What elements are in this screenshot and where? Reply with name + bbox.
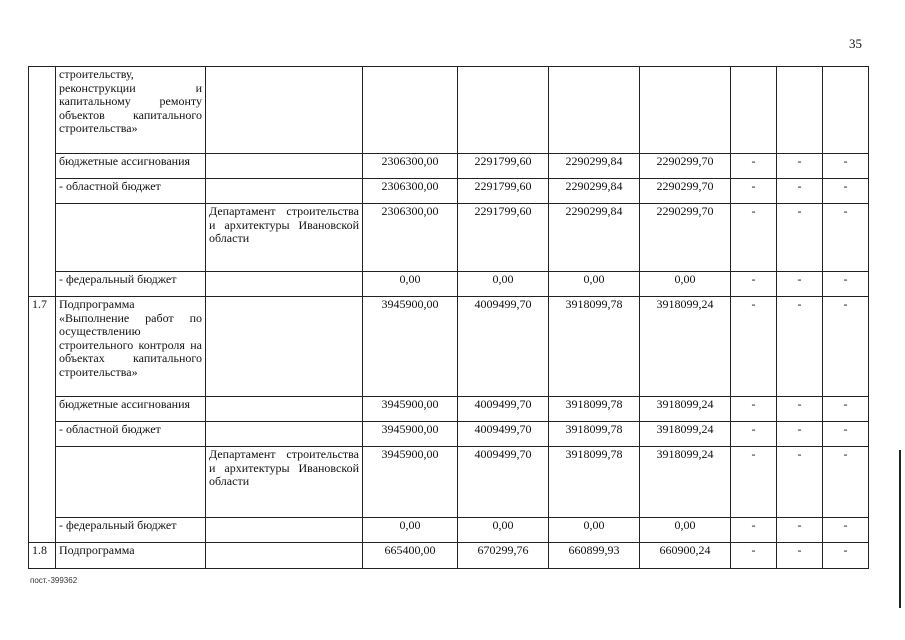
value-cell: 2291799,60 <box>458 204 549 272</box>
dash-cell: - <box>777 447 823 518</box>
value-cell: 2290299,84 <box>549 154 640 179</box>
value-cell: 2290299,70 <box>640 204 731 272</box>
table-row <box>29 518 869 543</box>
executor-cell <box>206 297 363 397</box>
value-cell: 2290299,70 <box>640 154 731 179</box>
row-name-cell: бюджетные ассигнования <box>56 154 206 179</box>
row-number-cell <box>29 67 56 297</box>
value-cell: 4009499,70 <box>458 397 549 422</box>
dash-cell <box>823 67 869 154</box>
dash-cell: - <box>777 154 823 179</box>
dash-cell: - <box>777 204 823 272</box>
executor-cell <box>206 422 363 447</box>
value-cell: 4009499,70 <box>458 297 549 397</box>
dash-cell <box>731 67 777 154</box>
dash-cell: - <box>823 204 869 272</box>
dash-cell: - <box>777 543 823 569</box>
budget-table <box>28 66 869 569</box>
dash-cell: - <box>823 518 869 543</box>
dash-cell: - <box>823 272 869 297</box>
row-name-cell: - федеральный бюджет <box>56 518 206 543</box>
value-cell: 3945900,00 <box>363 397 458 422</box>
table-row <box>29 297 869 397</box>
value-cell: 3918099,24 <box>640 422 731 447</box>
dash-cell: - <box>731 447 777 518</box>
dash-cell: - <box>823 297 869 397</box>
value-cell: 0,00 <box>458 272 549 297</box>
value-cell: 3918099,78 <box>549 422 640 447</box>
value-cell: 3945900,00 <box>363 447 458 518</box>
dash-cell: - <box>777 297 823 397</box>
value-cell: 3945900,00 <box>363 422 458 447</box>
value-cell <box>549 67 640 154</box>
executor-cell <box>206 518 363 543</box>
footer-note: пост.-399362 <box>30 576 78 585</box>
executor-cell <box>206 397 363 422</box>
table-row <box>29 272 869 297</box>
dash-cell: - <box>731 272 777 297</box>
table-row <box>29 204 869 272</box>
row-name-cell: Подпрограмма «Выполнение работ по осуществлению строительного контроля на объектах капитального строительства» <box>56 297 206 397</box>
executor-cell <box>206 154 363 179</box>
dash-cell: - <box>823 179 869 204</box>
value-cell: 4009499,70 <box>458 447 549 518</box>
value-cell: 2291799,60 <box>458 179 549 204</box>
value-cell: 3918099,78 <box>549 397 640 422</box>
dash-cell: - <box>823 447 869 518</box>
dash-cell: - <box>823 154 869 179</box>
dash-cell: - <box>777 272 823 297</box>
value-cell <box>640 67 731 154</box>
dash-cell: - <box>731 154 777 179</box>
dash-cell <box>777 67 823 154</box>
row-name-cell: строительству, реконструкции и капитальному ремонту объектов капитального строительства» <box>56 67 206 154</box>
scan-edge-mark <box>899 450 901 608</box>
table-row <box>29 447 869 518</box>
value-cell: 3918099,24 <box>640 447 731 518</box>
executor-cell: Департамент строительства и архитектуры Ивановской области <box>206 447 363 518</box>
row-name-cell <box>56 204 206 272</box>
dash-cell: - <box>777 179 823 204</box>
value-cell: 3918099,78 <box>549 297 640 397</box>
dash-cell: - <box>731 397 777 422</box>
row-name-cell: - областной бюджет <box>56 422 206 447</box>
value-cell: 665400,00 <box>363 543 458 569</box>
value-cell <box>363 67 458 154</box>
value-cell: 2306300,00 <box>363 204 458 272</box>
row-name-cell: - областной бюджет <box>56 179 206 204</box>
dash-cell: - <box>823 397 869 422</box>
table-row <box>29 179 869 204</box>
value-cell: 2306300,00 <box>363 179 458 204</box>
executor-cell: Департамент строительства и архитектуры Ивановской области <box>206 204 363 272</box>
value-cell: 4009499,70 <box>458 422 549 447</box>
value-cell: 3918099,24 <box>640 297 731 397</box>
value-cell: 0,00 <box>458 518 549 543</box>
value-cell: 3918099,24 <box>640 397 731 422</box>
dash-cell: - <box>777 518 823 543</box>
dash-cell: - <box>777 397 823 422</box>
row-name-cell: бюджетные ассигнования <box>56 397 206 422</box>
table-row <box>29 397 869 422</box>
value-cell: 2290299,84 <box>549 179 640 204</box>
dash-cell: - <box>731 204 777 272</box>
page-number: 35 <box>849 36 862 51</box>
row-name-cell: Подпрограмма <box>56 543 206 569</box>
dash-cell: - <box>731 543 777 569</box>
executor-cell <box>206 67 363 154</box>
table-row <box>29 154 869 179</box>
value-cell <box>458 67 549 154</box>
value-cell: 2291799,60 <box>458 154 549 179</box>
dash-cell: - <box>731 422 777 447</box>
value-cell: 2306300,00 <box>363 154 458 179</box>
dash-cell: - <box>731 518 777 543</box>
value-cell: 2290299,70 <box>640 179 731 204</box>
executor-cell <box>206 543 363 569</box>
value-cell: 3918099,78 <box>549 447 640 518</box>
value-cell: 0,00 <box>640 272 731 297</box>
value-cell: 660900,24 <box>640 543 731 569</box>
value-cell: 0,00 <box>640 518 731 543</box>
row-number-cell: 1.7 <box>29 297 56 543</box>
dash-cell: - <box>731 297 777 397</box>
table-row <box>29 543 869 569</box>
executor-cell <box>206 272 363 297</box>
row-name-cell <box>56 447 206 518</box>
value-cell: 0,00 <box>549 272 640 297</box>
dash-cell: - <box>777 422 823 447</box>
dash-cell: - <box>823 543 869 569</box>
table-row <box>29 422 869 447</box>
value-cell: 3945900,00 <box>363 297 458 397</box>
dash-cell: - <box>731 179 777 204</box>
value-cell: 0,00 <box>363 272 458 297</box>
row-name-cell: - федеральный бюджет <box>56 272 206 297</box>
value-cell: 0,00 <box>363 518 458 543</box>
value-cell: 2290299,84 <box>549 204 640 272</box>
executor-cell <box>206 179 363 204</box>
value-cell: 670299,76 <box>458 543 549 569</box>
value-cell: 660899,93 <box>549 543 640 569</box>
table-row <box>29 67 869 154</box>
value-cell: 0,00 <box>549 518 640 543</box>
row-number-cell: 1.8 <box>29 543 56 569</box>
dash-cell: - <box>823 422 869 447</box>
